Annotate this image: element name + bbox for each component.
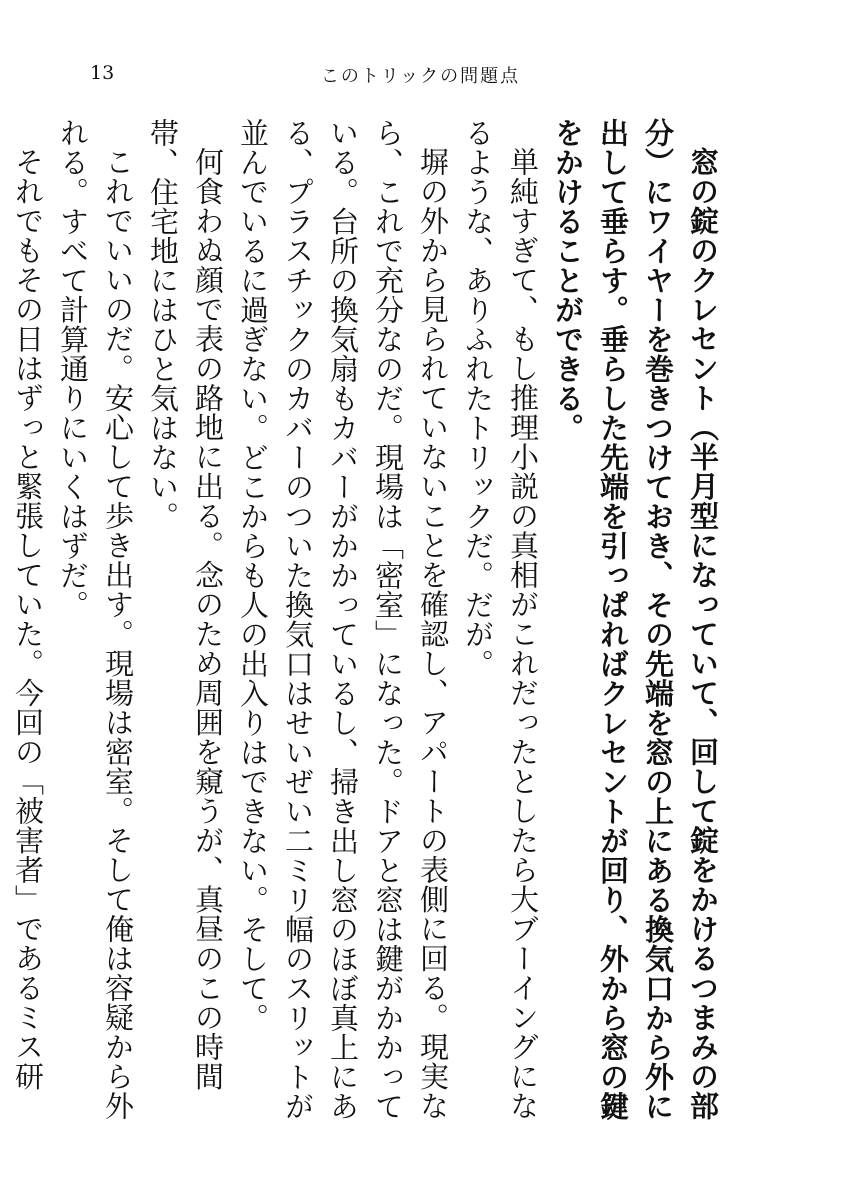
- vertical-body-text: [11, 118, 725, 1128]
- paragraph: 塀の外から見られていないことを確認し、アパートの表側に回る。現実なら、これで充分なのだ。現場は「密室」になった。ドアと窓は鍵がかかっている。台所の換気扇もカバーがかかっているし、掃き出し窓のほぼ真上にある、プラスチックのカバーのついた換気口はせいぜい二ミリ幅のスリットが並んでいるに過ぎない。どこからも人の出入りはできない。そして。: [236, 118, 450, 1121]
- paragraph: それでもその日はずっと緊張していた。今回の「被害者」であるミス研: [11, 147, 45, 1091]
- page-number: 13: [90, 62, 115, 84]
- paragraph: 単純すぎて、もし推理小説の真相がこれだったとしたら大ブーイングになるような、ありふれたトリックだ。だが。: [461, 118, 540, 1121]
- paragraph-trick-description: 窓の錠のクレセント（半月型になっていて、回して錠をかけるつまみの部分）にワイヤーを巻きつけておき、その先端を窓の上にある換気口から外に出して垂らす。垂らした先端を引っぱればクレセントが回り、外から窓の鍵をかけることができる。: [551, 118, 720, 1121]
- running-title: このトリックの問題点: [320, 66, 521, 87]
- paragraph: これでいいのだ。安心して歩き出す。現場は密室。そして俺は容疑から外れる。すべて計算通りにいくはずだ。: [56, 118, 135, 1121]
- paragraph: 何食わぬ顔で表の路地に出る。念のため周囲を窺うが、真昼のこの時間帯、住宅地にはひと気はない。: [146, 118, 225, 1091]
- page-header: [0, 62, 841, 96]
